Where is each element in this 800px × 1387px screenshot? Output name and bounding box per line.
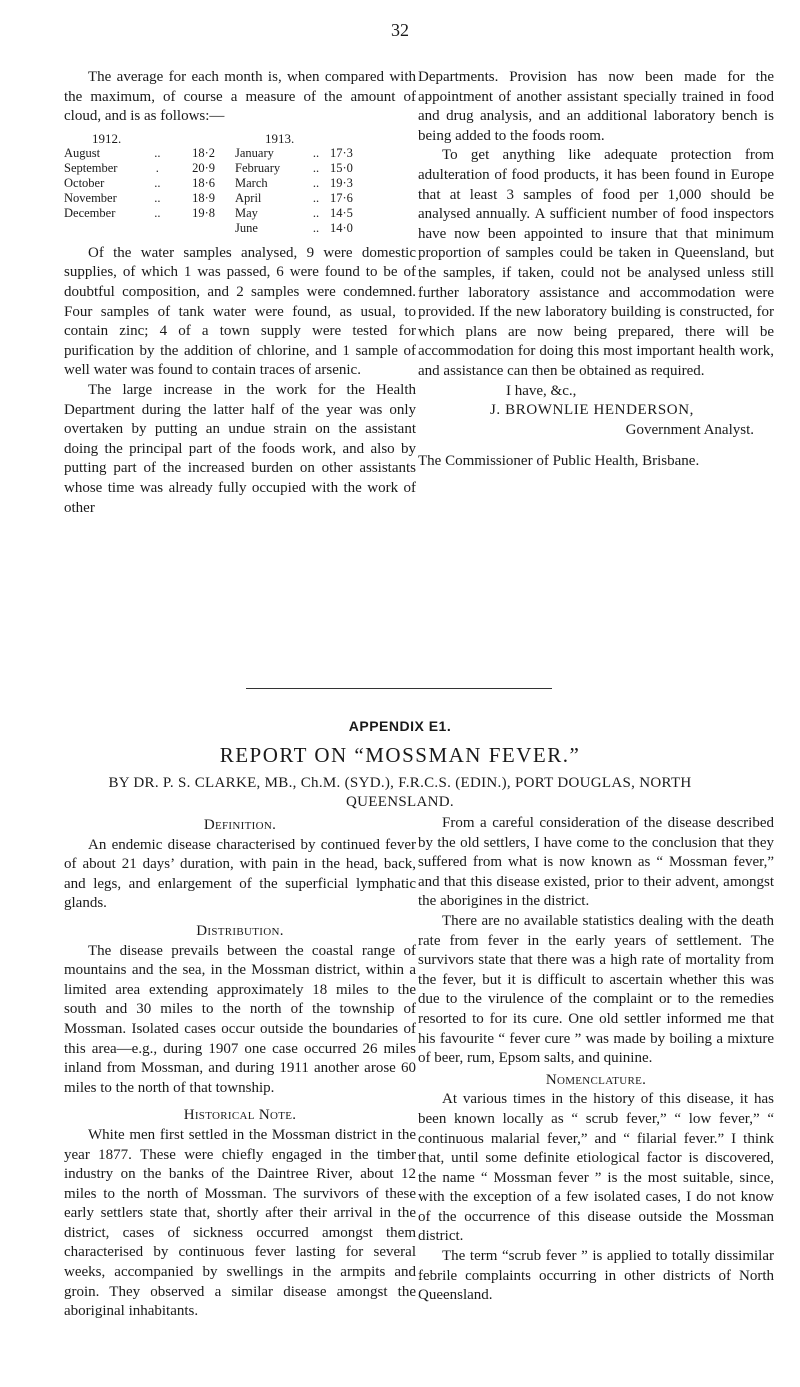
value-1912: 20·9 xyxy=(192,160,216,175)
left-column-top xyxy=(64,68,416,518)
signature-title: Government Analyst. xyxy=(625,421,754,438)
leader-dots: .. xyxy=(312,190,320,205)
statistics-paragraph: There are no available statistics dealing with the death rate from fever in the early years of settlement. The survivors state that there was a high rate of mortality from the fever, but it is difficult to ascertain whether this was due to the virulence of the complaint or to the remedies resorted to for its cure. One old settler informed me that his favourite “ fever cure ” was made by boiling a mixture of beer, rum, Epsom salts, and quinine. xyxy=(418,912,774,1067)
definition-paragraph: An endemic disease characterised by continued fever of about 21 days’ duration, with pain in the head, back, and legs, and enlargement of the superficial lymphatic glands. xyxy=(64,836,416,912)
distribution-paragraph: The disease prevails between the coastal range of mountains and the sea, in the Mossman district, within a limited area extending approximately 18 miles to the south and 30 miles to the north of the township of Mossman. Isolated cases occur outside the boundaries of this area—e.g., during 1907 one case occurred 26 miles inland from Mossman, and during 1911 another arose 60 miles to the north of that township. xyxy=(64,942,416,1096)
left-column-bottom xyxy=(64,814,416,1322)
value-1913: 19·3 xyxy=(329,175,353,190)
value-1913: 15·0 xyxy=(329,160,353,175)
value-1913: 17·3 xyxy=(329,145,353,160)
value-1913: 17·6 xyxy=(329,190,353,205)
leader-dots xyxy=(143,221,171,236)
month-1912: November xyxy=(64,190,117,205)
month-1912: September xyxy=(64,160,118,175)
scrub-fever-paragraph: The term “scrub fever ” is applied to totally dissimilar febrile complaints occurring in other districts of North Queensland. xyxy=(418,1248,774,1304)
leader-dots: .. xyxy=(312,175,320,190)
right-column-bottom xyxy=(418,814,774,1306)
month-1912: December xyxy=(64,205,116,220)
value-1913: 14·0 xyxy=(329,220,353,235)
report-title: REPORT ON “MOSSMAN FEVER.” xyxy=(219,743,581,767)
appendix-label: APPENDIX E1. xyxy=(348,718,452,734)
leader-dots: .. xyxy=(154,190,161,205)
careful-consideration-paragraph: From a careful consideration of the disease described by the old settlers, I have come to the conclusion that they suffered from what is now known as “ Mossman fever,” and that this disease existed, prior to their advent, amongst the aborigines in the district. xyxy=(418,815,774,910)
health-department-paragraph: The large increase in the work for the Health Department during the latter half of the year was only overtaken by putting an undue strain on the assistant doing the principal part of the foods work, and also by putting part of the increased burden on other assistants whose time was already fully occupied with the work of other xyxy=(64,381,416,516)
protection-paragraph: To get anything like adequate protection from adulteration of food products, it has been found in Europe that at least 3 samples of food per 1,000 should be analysed annually. A sufficient number of food inspectors have now been appointed to insure that that minimum proportion of samples could be taken in Queensland, but the samples, if taken, could not be analysed unless still further laboratory assistance and accommodation were provided. If the new laboratory building is constructed, for which plans are now being prepared, there will be accommodation for doing this most important health work, and assistance can then be obtained as required. xyxy=(418,147,774,379)
leader-dots: .. xyxy=(312,160,320,175)
value-1912: 18·9 xyxy=(192,190,216,205)
distribution-heading: Distribution. xyxy=(196,922,284,939)
departments-paragraph: Departments. Provision has now been made for the appointment of another assistant specially trained in food and drug analysis, and an additional laboratory bench is being added to the foods room. xyxy=(418,69,774,144)
definition-heading: Definition. xyxy=(203,817,277,833)
cloud-table-header xyxy=(64,131,364,146)
month-1913: June xyxy=(235,220,258,235)
page-number: 32 xyxy=(391,20,409,40)
leader-dots: .. xyxy=(312,220,320,235)
value-1912 xyxy=(171,221,235,236)
month-1912: October xyxy=(64,175,105,190)
cloud-table-row xyxy=(64,206,364,221)
month-1912: August xyxy=(64,145,101,160)
signature-name: J. BROWNLIE HENDERSON, xyxy=(490,402,695,419)
section-divider xyxy=(246,688,552,689)
nomenclature-paragraph: At various times in the history of this disease, it has been known locally as “ scrub fever,” “ low fever,” “ continuous malarial fever,” and “ filarial fever.” I think that, until some definite etiological factor is discovered, the name “ Mossman fever ” is the most suitable, since, with the exception of a few isolated cases, I do not know of the occurrence of this disease outside the Mossman district. xyxy=(418,1091,774,1245)
cloud-table-row xyxy=(64,146,364,161)
year-1913-header: 1913. xyxy=(265,130,295,146)
report-byline: BY DR. P. S. CLARKE, MB., Ch.M. (SYD.), F.R.C.S. (EDIN.), PORT DOUGLAS, NORTH QUEENSLAND. xyxy=(108,775,692,810)
water-samples-paragraph: Of the water samples analysed, 9 were domestic supplies, of which 1 was passed, 6 were found to be of doubtful composition, and 2 samples were condemned. Four samples of tank water were found, as usual, to contain zinc; 4 of a town supply were tested for purification by the addition of chlorine, and 1 sample of well water was found to contain traces of arsenic. xyxy=(64,244,416,379)
month-1913: May xyxy=(235,205,258,220)
value-1912: 18·6 xyxy=(192,175,216,190)
addressee-line: The Commissioner of Public Health, Brisbane. xyxy=(418,453,700,470)
historical-note-paragraph: White men first settled in the Mossman district in the year 1877. These were chiefly engaged in the timber industry on the banks of the Daintree River, about 12 miles to the north of Mossman. The survivors of these early settlers state that, shortly after their arrival in the district, cases of sickness occurred amongst them characterised by continuous fever lasting for several weeks, accompanied by swellings in the armpits and groin. They observed a similar disease amongst the aboriginal inhabitants. xyxy=(64,1126,416,1320)
leader-dots: . xyxy=(155,160,159,175)
leader-dots: .. xyxy=(312,205,320,220)
cloud-table-row xyxy=(64,221,364,236)
cloud-table-row xyxy=(64,161,364,176)
cloud-table-row xyxy=(64,176,364,191)
month-1913: January xyxy=(235,145,274,160)
cloud-intro-paragraph: The average for each month is, when compared with the maximum, of course a measure of the amount of cloud, and is as follows:— xyxy=(64,69,416,125)
month-1913: April xyxy=(235,190,262,205)
value-1913: 14·5 xyxy=(329,205,353,220)
month-1913: March xyxy=(235,175,268,190)
value-1912: 18·2 xyxy=(192,145,216,160)
value-1912: 19·8 xyxy=(192,205,216,220)
historical-note-heading: Historical Note. xyxy=(183,1107,297,1124)
month-1913: February xyxy=(235,160,281,175)
leader-dots: .. xyxy=(154,175,161,190)
year-1912-header: 1912. xyxy=(92,130,122,146)
right-column-top xyxy=(418,68,774,472)
leader-dots: .. xyxy=(312,145,320,160)
leader-dots: .. xyxy=(154,145,161,160)
leader-dots: .. xyxy=(154,205,161,220)
nomenclature-heading: Nomenclature. xyxy=(545,1071,647,1088)
closing-line: I have, &c., xyxy=(506,382,577,399)
cloud-table xyxy=(64,131,364,236)
month-1912 xyxy=(64,221,143,236)
cloud-table-row xyxy=(64,191,364,206)
